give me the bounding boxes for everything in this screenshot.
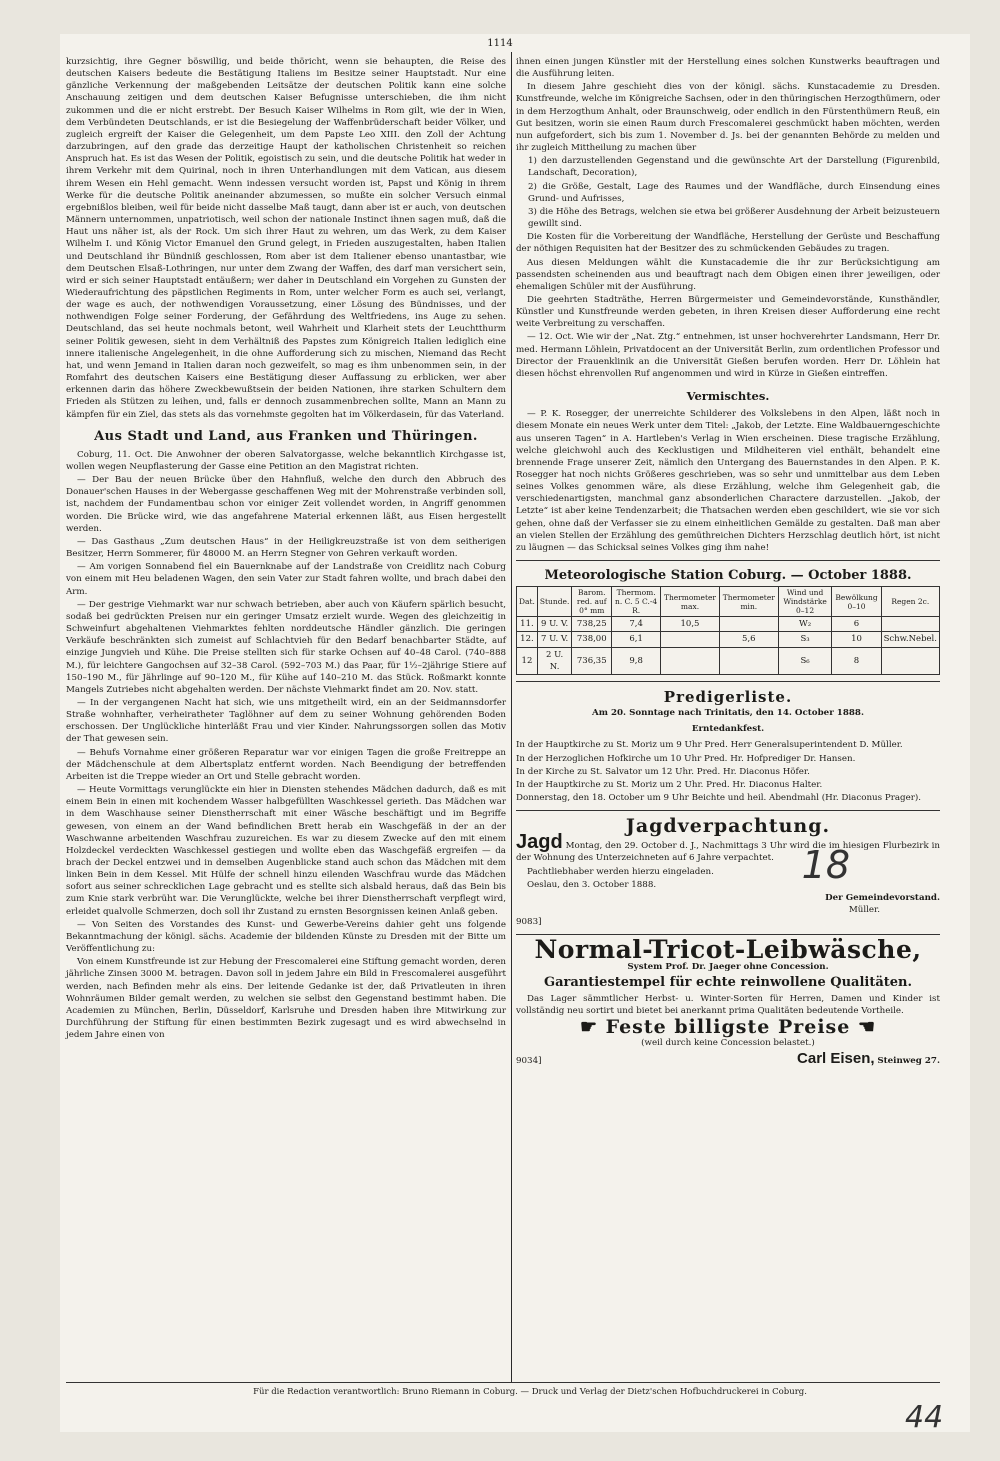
pointing-hand-icon: ☚ [850, 1016, 877, 1039]
sermon-list-title: Predigerliste. [663, 687, 793, 706]
page-number: 1114 [487, 38, 513, 49]
news-item: — Von Seiten des Vorstandes des Kunst- und Gewerbe-Vereins dahier geht uns folgende Bekanntmachung der königl. sächs. Academie der bildenden Künste zu Dresden mit der Bitte um Veröffentlichung zu: [66, 919, 506, 955]
weather-column-header: Thermometer min. [719, 587, 778, 617]
ad-prices-note: (weil durch keine Concession belastet.) [641, 1038, 815, 1049]
seller-name: Carl Eisen, [797, 1050, 875, 1068]
left-column [66, 56, 506, 1042]
article-paragraph: In diesem Jahre geschieht dies von der königl. sächs. Kunstacademie zu Dresden. Kunstfreunde, welche im Königreiche Sachsen, oder in den thüringischen Herzogthümern, oder in dem Herzogthum Anhalt, oder Braunschweig, oder endlich in den Fürstenthümern Reuß, ein Gut besitzen, worin sie einen Raum durch Frescomalerei geschmückt haben möchten, werden nun aufgefordert, sich bis zum 1. November d. Js. bei der genannten Behörde zu melden und ihr zugleich Mittheilung zu machen über [516, 82, 940, 154]
ad-prices: ☛ Feste billigste Preise ☚ [579, 1016, 877, 1039]
ad-line: Oeslau, den 3. October 1888. [527, 879, 657, 890]
column-divider [511, 52, 512, 1382]
weather-report [516, 560, 940, 675]
news-item: — P. K. Rosegger, der unerreichte Schilderer des Volkslebens in den Alpen, läßt noch in diesem Monate ein neues Werk unter dem Titel: „Jakob, der Letzte. Eine Waldbauerngeschichte aus unseren Tagen“ in A. Hartleben's Verlag in Wien erscheinen. Diese tragische Erzählung, welche gleichwohl auch des Kecklustigen und Mildheiteren viel enthält, behandelt eine brennende Frage unserer Zeit, nämlich den Untergang des Bauernstandes in den Alpen. P. K. Rosegger hat noch nichts Größeres geschrieben, was so sehr und unmittelbar aus dem Leben seines Volkes genommen wäre, als diese Erzählung, welche ihm Gelegenheit gab, die verschiedenartigsten, manchmal ganz absonderlichen Charactere darzustellen. „Jakob, der Letzte“ ist aber keine Tendenzarbeit; die Thatsachen werden eben geschildert, wie sie vor sich gehen, ohne daß der Verfasser sie zu einem einheitlichen Gemälde zu gestalten. Daß man aber an vielen Stellen der Erzählung des gemüthreichen Dichters Herzschlag deutlich hört, ist nicht zu läugnen — das Schicksal seines Volkes ging ihm nahe! [516, 409, 940, 553]
sermon-entry: In der Herzoglichen Hofkirche um 10 Uhr Pred. Hr. Hofprediger Dr. Hansen. [516, 753, 856, 764]
weather-cell: 7,4 [612, 617, 661, 632]
weather-cell [661, 632, 720, 647]
ad-number: 9083] [516, 917, 542, 928]
handwritten-number: 18 [801, 843, 850, 888]
section-heading: Vermischtes. [686, 389, 770, 404]
ad-guarantee: Garantiestempel für echte reinwollene Qualitäten. [543, 974, 913, 990]
weather-cell: 9,8 [612, 647, 661, 674]
ad-line: Pachtliebhaber werden hierzu eingeladen. [527, 866, 714, 877]
weather-row [517, 617, 940, 632]
weather-cell: 10,5 [661, 617, 720, 632]
sermon-entry: In der Hauptkirche zu St. Moriz um 9 Uhr Pred. Herr Generalsuperintendent D. Müller. [516, 740, 903, 751]
article-paragraph: kurzsichtig, ihre Gegner böswillig, und beide thöricht, wenn sie behaupten, die Reise des deutschen Kaisers bedeute die Bestätigung Italiens im Besitze seiner Hauptstadt. Nur eine gänzliche Verkennung der maßgebenden Leitsätze der deutschen Politik kann eine solche Anschauung zeitigen und dem deutschen Kaiser Befugnisse unterschieben, die ihm nicht zukommen und die er nicht erstrebt. Der Besuch Kaiser Wilhelms in Rom gilt, wie der in Wien, dem Verbündeten Deutschlands, er ist die Besiegelung der Waffenbrüderschaft beider Völker, und zugleich ergreift der Kaiser die Gelegenheit, um dem Papste Leo XIII. den Zoll der Achtung darzubringen, auf den grade das derzeitige Haupt der katholischen Christenheit so reichen Anspruch hat. Es ist das Wesen der Politik, egoistisch zu sein, und die deutsche Politik hat weder in ihrem Verkehr mit dem Quirinal, noch in ihren Unterhandlungen mit dem Vatican, aus diesem ihrem Wesen ein Hehl gemacht. Wenn indessen versucht worden ist, Papst und König in ihrem Werke für die deutsche Politik aneinander abzumessen, so mußte ein solcher Versuch einmal ergebnißlos bleiben, weil für beide nicht dasselbe Maß taugt, dann aber ist er auch, von deutschen Männern unternommen, unpatriotisch, weil schon der nationale Instinct ihnen sagen muß, daß die Haut uns näher ist, als der Rock. Um sich ihrer Haut zu wehren, um das Werk, zu dem Kaiser Wilhelm I. und König Victor Emanuel den Grund gelegt, in Frieden auszugestalten, haben Italien und Deutschland ihr Bündniß geschlossen, Rom aber ist dem Italiener ebenso unantastbar, wie dem Deutschen Elsaß-Lothringen, nur unter dem Zwang der Waffen, des darf man versichert sein, wird er sich seiner Hauptstadt entäußern; wer daher in Deutschland ein Vorgehen zu Gunsten der Wiederaufrichtung des päpstlichen Regiments in Rom, unter welcher Form es auch sei, verlangt, der wage es auch, der nothwendigen Voraussetzung, einer Lösung des Bündnisses, und der nothwendigen Folge seiner Forderung, der Gefährdung des Weltfriedens, ins Auge zu sehen. Deutschland, das sei heute nochmals betont, weil Wahrheit und Klarheit stets der Leuchtthurm seiner Politik gewesen, sieht in dem Verhältniß des Papstes zum Königreich Italien lediglich eine innere italienische Angelegenheit, in die ohne Aufforderung sich zu mischen, Niemand das Recht hat, und wenn Jemand in Italien daran noch gezweifelt, so mag es ihm unbenommen sein, in der Romfahrt des deutschen Kaisers eine Bestätigung dieser Auffassung zu erblicken, wer aber erkennen darin das höhere Zweckbewußtsein der beiden Nationen, ihre starken Schultern dem Frieden als Stützen zu leihen, und, falls er dennoch zusammenbrechen sollte, Mann an Mann zu kämpfen für ein Ziel, das stets als das vornehmste gegolten hat im Völkerdasein, für das Vaterland. [66, 57, 507, 420]
weather-cell: 6,1 [612, 632, 661, 647]
weather-cell: 8 [832, 647, 881, 674]
weather-cell: 2 U. N. [537, 647, 571, 674]
weather-cell: 738,00 [572, 632, 612, 647]
weather-cell: S₆ [778, 647, 832, 674]
weather-cell: 12. [517, 632, 538, 647]
sermon-entry: In der Hauptkirche zu St. Moriz um 2 Uhr. Pred. Hr. Diaconus Halter. [516, 779, 823, 790]
weather-cell: 6 [832, 617, 881, 632]
seller-address: Steinweg 27. [877, 1056, 940, 1067]
weather-cell: Schw.Nebel. [881, 632, 939, 647]
sermon-list [516, 681, 940, 804]
news-item: — 12. Oct. Wie wir der „Nat. Ztg.“ entnehmen, ist unser hochverehrter Landsmann, Herr Dr. med. Hermann Löhlein, Privatdocent an der Universität Berlin, zum ordentlichen Professor und Director der Frauenklinik an die Universität Gießen berufen worden. Herr Dr. Löhlein hat diesen höchst ehrenvollen Ruf angenommen und wird in Kürze in Gießen eintreffen. [516, 332, 940, 379]
weather-cell [719, 647, 778, 674]
ad-seller-line [516, 1050, 940, 1068]
weather-cell: W₂ [778, 617, 832, 632]
weather-cell: S₃ [778, 632, 832, 647]
jagd-display-word: Jagd [516, 831, 563, 854]
weather-cell: 736,35 [572, 647, 612, 674]
weather-column-header: Regen 2c. [881, 587, 939, 617]
section-heading: Aus Stadt und Land, aus Franken und Thüringen. [94, 428, 478, 444]
list-item: 1) den darzustellenden Gegenstand und die gewünschte Art der Darstellung (Figurenbild, Landschaft, Decoration), [528, 156, 940, 179]
article-paragraph: Die geehrten Stadträthe, Herren Bürgermeister und Gemeindevorstände, Kunsthändler, Künstler und Kunstfreunde werden gebeten, in ihren Kreisen dieser Aufforderung eine recht weite Verbreitung zu verschaffen. [516, 294, 940, 330]
weather-row [517, 647, 940, 674]
news-item: — Heute Vormittags verunglückte ein hier in Diensten stehendes Mädchen dadurch, daß es mit einem Bein in einen mit kochendem Wasser halbgefüllten Waschkessel gerieth. Das Mädchen war in dem Waschhause seiner Dienstherrschaft mit einer Wäsche beschäftigt und im Begriffe gewesen, von einem an der Wand befindlichen Brett herab ein Waschgefäß in der an der Waschwanne arbeitenden Waschfrau zuzureichen. Es war zu diesem Zwecke auf den mit einem Holzdeckel verdeckten Waschkessel gestiegen und wollte eben das Waschgefäß ergreifen — da brach der Deckel entzwei und in demselben Augenblicke stand auch schon das Mädchen mit dem linken Bein in dem Kessel. Mit Hülfe der schnell hinzu eilenden Waschfrau wurde das Mädchen sofort aus seiner schrecklichen Lage gebracht und es stellte sich alsbald heraus, daß das Bein bis zum Knie stark verbrüht war. Die Verunglückte, welche bei ihrer Dienstherrschaft verpflegt wird, erleidet qualvolle Schmerzen, doch soll ihr Zustand zu ernsten Besorgnissen keinen Anlaß geben. [66, 785, 506, 917]
sermon-occasion: Erntedankfest. [691, 724, 765, 735]
list-item: 3) die Höhe des Betrags, welchen sie etwa bei größerer Ausdehnung der Arbeit beizusteuern gewillt sind. [528, 206, 940, 230]
article-paragraph: Aus diesen Meldungen wählt die Kunstacademie die ihr zur Berücksichtigung am passendsten scheinenden aus und beauftragt nach dem Obigen einen ihrer jeweiligen, oder ehemaligen Schüler mit der Ausführung. [516, 257, 940, 292]
weather-cell [881, 617, 939, 632]
weather-row [517, 632, 940, 647]
handwritten-corner-number: 44 [905, 1400, 944, 1435]
weather-column-header: Bewölkung 0–10 [832, 587, 881, 617]
sermon-entry: Donnerstag, den 18. October um 9 Uhr Beichte und heil. Abendmahl (Hr. Diaconus Prager). [516, 792, 922, 803]
ad-signature: Der Gemeindevorstand. [825, 892, 940, 903]
weather-cell [881, 647, 939, 674]
ad-subtitle: System Prof. Dr. Jaeger ohne Concession. [627, 961, 829, 972]
weather-column-header: Stunde. [537, 587, 571, 617]
ad-signature-name: Müller. [848, 905, 880, 916]
weather-cell: 7 U. V. [537, 632, 571, 647]
article-paragraph: Die Kosten für die Vorbereitung der Wandfläche, Herstellung der Gerüste und Beschaffung der nöthigen Requisiten hat der Besitzer des zu schmückenden Gebäudes zu tragen. [516, 232, 940, 255]
news-item: — Behufs Vornahme einer größeren Reparatur war vor einigen Tagen die große Freitreppe an der Mädchenschule at dem Albertsplatz entfernt worden. Nach Beendigung der betreffenden Arbeiten ist die Treppe wieder an Ort und Stelle gebracht worden. [66, 747, 506, 782]
news-item: Coburg, 11. Oct. Die Anwohner der oberen Salvatorgasse, welche bekanntlich Kirchgasse ist, wollen wegen Neupflasterung der Gasse eine Petition an den Magistrat richten. [66, 449, 506, 472]
news-item: — Der gestrige Viehmarkt war nur schwach betrieben, aber auch von Käufern spärlich besucht, sodaß bei gedrückten Preisen nur ein geringer Umsatz erzielt wurde. Wegen des gleichzeitig in Schweinfurt abgehaltenen Viehmarktes fehlten norddeutsche Händler gänzlich. Die geringen Verkäufe beschränkten sich zumeist auf Schlachtvieh für den Bedarf benachbarter Städte, auf einzige Jungvieh und Kühe. Die Preise stellten sich für starke Ochsen auf 40–48 Carol. (740–888 M.), für leichtere Gangochsen auf 32–38 Carol. (592–703 M.) das Paar, für 1½–2jährige Stiere auf 150–190 M., für Jährlinge auf 90–120 M., für Kühe auf 140–210 M. das Stück. Roßmarkt konnte Mangels Zutriebes nicht abgehalten werden. Der nächste Viehmarkt findet am 20. Nov. statt. [66, 599, 506, 695]
tricot-ad [516, 934, 940, 1067]
news-item: Von einem Kunstfreunde ist zur Hebung der Frescomalerei eine Stiftung gemacht worden, deren jährliche Zinsen 3000 M. betragen. Davon soll in jedem Jahre ein Bild in Frescomalerei ausgeführt werden, nach Befinden mehr als eins. Der leitende Gedanke ist der, daß Privatleuten in ihren Wohnräumen Bilder gemalt werden, zu welchen sie selbst den Gegenstand bestimmt haben. Die Academien zu München, Berlin, Düsseldorf, Karlsruhe und Dresden haben ihre Mitwirkung zur Durchführung der Stiftung für einen bestimmten Bezirk zugesagt und es wird abwechselnd in jedem Jahre einen von [66, 957, 506, 1041]
weather-column-header: Barom. red. auf 0° mm [572, 587, 612, 617]
hunting-lease-ad [516, 810, 940, 928]
weather-table [516, 586, 940, 675]
right-column [516, 56, 940, 1068]
ad-number: 9034] [516, 1056, 542, 1067]
sermon-date: Am 20. Sonntage nach Trinitatis, den 14. October 1888. [591, 708, 864, 719]
ad-text: Das Lager sämmtlicher Herbst- u. Winter-Sorten für Herren, Damen und Kinder ist vollständig neu sortirt und bietet bei anerkannt prima Qualitäten bedeutende Vortheile. [516, 993, 940, 1016]
news-item: — Der Bau der neuen Brücke über den Hahnfluß, welche den durch den Abbruch des Donauer'schen Hauses in der Webergasse geschaffenen Weg mit der Mohrenstraße verbinden soll, ist, nachdem der Fundamentbau schon vor einiger Zeit vollendet worden, in Angriff genommen worden. Die Brücke wird, wie das angefahrene Material erkennen läßt, aus Eisen hergestellt werden. [66, 475, 506, 534]
ad-headline: Normal-Tricot-Leibwäsche, [534, 935, 922, 965]
news-item: — Das Gasthaus „Zum deutschen Haus“ in der Heiligkreuzstraße ist von dem seitherigen Besitzer, Herrn Sommerer, für 48000 M. an Herrn Stegner von Gehren verkauft worden. [66, 536, 506, 560]
weather-cell: 5,6 [719, 632, 778, 647]
weather-column-header: Wind und Windstärke 0–12 [778, 587, 832, 617]
weather-column-header: Thermometer max. [661, 587, 720, 617]
weather-title: Meteorologische Station Coburg. — October 1888. [544, 568, 912, 584]
footer-rule [66, 1382, 940, 1383]
weather-cell [661, 647, 720, 674]
news-item: — In der vergangenen Nacht hat sich, wie uns mitgetheilt wird, ein an der Seidmannsdorfer Straße wohnhafter, verheiratheter Taglöhner auf dem zu seiner Wohnung gehörenden Boden erschossen. Der Unglückliche hinterläßt Frau und vier Kinder. Nahrungssorgen sollen das Motiv der That gewesen sein. [66, 697, 506, 745]
news-item: — Am vorigen Sonnabend fiel ein Bauernknabe auf der Landstraße von Creidlitz nach Coburg von einem mit Heu beladenen Wagen, den sein Vater zur Stadt fahren wollte, und brach dabei den Arm. [66, 562, 506, 597]
weather-cell: 10 [832, 632, 881, 647]
weather-cell [719, 617, 778, 632]
ad-title: Jagdverpachtung. [625, 815, 831, 838]
weather-column-header: Dat. [517, 587, 538, 617]
weather-cell: 11. [517, 617, 538, 632]
weather-column-header: Thermom. n. C. 5 C.-4 R. [612, 587, 661, 617]
article-paragraph: ihnen einen jungen Künstler mit der Herstellung eines solchen Kunstwerks beauftragen und die Ausführung leiten. [516, 57, 940, 80]
weather-cell: 738,25 [572, 617, 612, 632]
ad-text: Montag, den 29. October d. J., Nachmittags 3 Uhr wird die im hiesigen Flurbezirk in der Wohnung des Unterzeichneten auf 6 Jahre verpachtet. [516, 841, 940, 864]
list-item: 2) die Größe, Gestalt, Lage des Raumes und der Wandfläche, durch Einsendung eines Grund- und Aufrisses, [528, 181, 940, 204]
imprint-footer: Für die Redaction verantwortlich: Bruno Riemann in Coburg. — Druck und Verlag der Dietz'schen Hofbuchdruckerei in Coburg. [253, 1387, 807, 1397]
weather-cell: 9 U. V. [537, 617, 571, 632]
weather-cell: 12 [517, 647, 538, 674]
pointing-hand-icon: ☛ [579, 1016, 606, 1039]
sermon-entry: In der Kirche zu St. Salvator um 12 Uhr. Pred. Hr. Diaconus Höfer. [516, 766, 810, 777]
